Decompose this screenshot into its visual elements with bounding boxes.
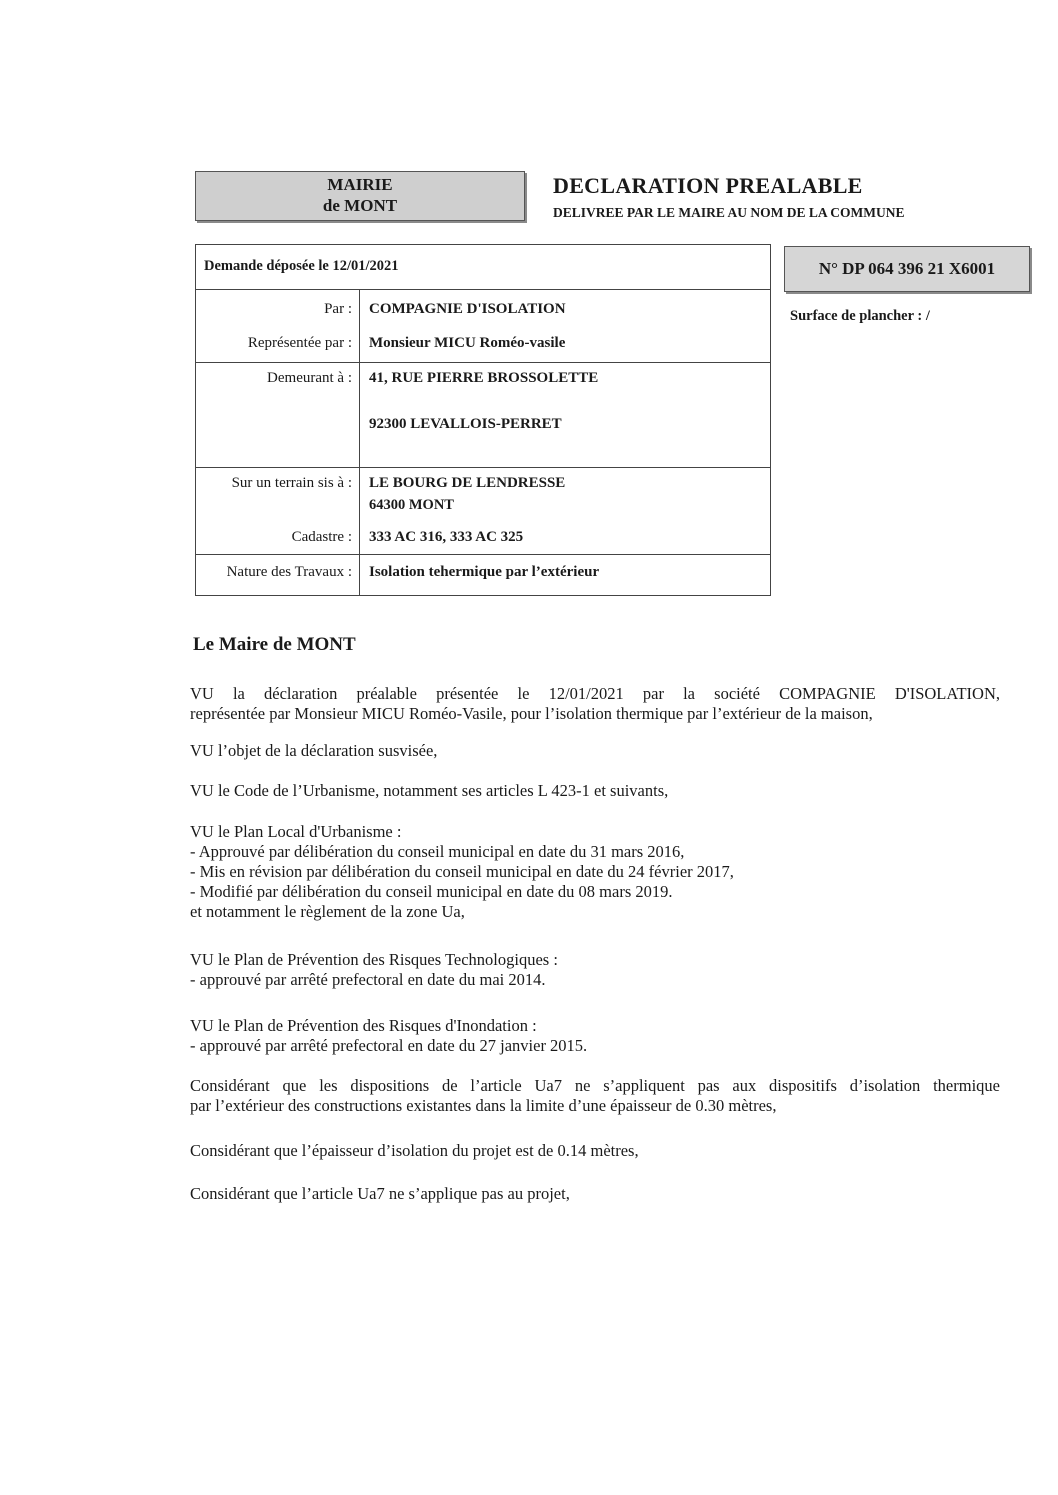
mairie-box	[195, 171, 525, 221]
demeurant-address: 41, RUE PIERRE BROSSOLETTE	[369, 370, 599, 386]
mairie-line2: de MONT	[322, 196, 398, 215]
document-subtitle: DELIVREE PAR LE MAIRE AU NOM DE LA COMMUNE	[553, 205, 905, 220]
paragraph-line: représentée par Monsieur MICU Roméo-Vasile, pour l’isolation thermique par l’extérieur de la maison,	[190, 704, 873, 723]
terrain-city: 64300 MONT	[369, 497, 454, 513]
paragraph-line: VU le Plan de Prévention des Risques d'Inondation :	[190, 1016, 537, 1035]
mairie-line1: MAIRIE	[327, 175, 393, 194]
par-value: COMPAGNIE D'ISOLATION	[369, 301, 566, 317]
request-table	[195, 244, 771, 596]
par-label: Par :	[324, 301, 352, 317]
surface-plancher: Surface de plancher : /	[790, 308, 930, 324]
cadastre-value: 333 AC 316, 333 AC 325	[369, 529, 524, 545]
table-header-row	[196, 245, 770, 290]
nature-value: Isolation tehermique par l’extérieur	[369, 564, 600, 580]
paragraph-line: VU le Plan Local d'Urbanisme :	[190, 822, 402, 841]
row-divider	[196, 554, 770, 555]
paragraph-line: - approuvé par arrêté prefectoral en date du 27 janvier 2015.	[190, 1036, 588, 1055]
cadastre-label: Cadastre :	[291, 529, 352, 545]
paragraph-line: - approuvé par arrêté prefectoral en date du mai 2014.	[190, 970, 546, 989]
paragraph-line: - Mis en révision par délibération du conseil municipal en date du 24 février 2017,	[190, 862, 734, 881]
row-divider	[196, 467, 770, 468]
paragraph-ppri	[190, 1016, 1000, 1056]
column-divider	[359, 290, 360, 595]
paragraph-objet: VU l’objet de la déclaration susvisée,	[190, 741, 438, 760]
paragraph-plu	[190, 822, 1000, 922]
terrain-place: LE BOURG DE LENDRESSE	[369, 475, 566, 491]
paragraph-line: Considérant que les dispositions de l’article Ua7 ne s’appliquent pas aux dispositifs d’isolation thermique	[190, 1076, 1000, 1095]
paragraph-line: par l’extérieur des constructions existantes dans la limite d’une épaisseur de 0.30 mètres,	[190, 1096, 777, 1115]
paragraph-line: VU le Plan de Prévention des Risques Technologiques :	[190, 950, 558, 969]
paragraph-considerant-projet: Considérant que l’article Ua7 ne s’applique pas au projet,	[190, 1184, 570, 1203]
paragraph-line: VU la déclaration préalable présentée le 12/01/2021 par la société COMPAGNIE D'ISOLATION,	[190, 684, 1000, 703]
representee-label: Représentée par :	[247, 335, 352, 351]
paragraph-considerant-ua7	[190, 1076, 1000, 1116]
dp-number-box: N° DP 064 396 21 X6001	[784, 246, 1030, 292]
paragraph-line: - Approuvé par délibération du conseil municipal en date du 31 mars 2016,	[190, 842, 685, 861]
paragraph-pprt	[190, 950, 1000, 990]
representee-value: Monsieur MICU Roméo-vasile	[369, 335, 566, 351]
row-divider	[196, 362, 770, 363]
paragraph-line: et notamment le règlement de la zone Ua,	[190, 902, 465, 921]
deposit-date: Demande déposée le 12/01/2021	[204, 258, 399, 274]
document-title: DECLARATION PREALABLE	[553, 173, 863, 198]
maire-heading: Le Maire de MONT	[193, 634, 356, 655]
paragraph-line: - Modifié par délibération du conseil municipal en date du 08 mars 2019.	[190, 882, 673, 901]
nature-label: Nature des Travaux :	[226, 564, 352, 580]
demeurant-label: Demeurant à :	[267, 370, 352, 386]
paragraph-declaration	[190, 684, 1000, 724]
terrain-label: Sur un terrain sis à :	[231, 475, 352, 491]
paragraph-considerant-epaisseur: Considérant que l’épaisseur d’isolation du projet est de 0.14 mètres,	[190, 1141, 639, 1160]
demeurant-city: 92300 LEVALLOIS-PERRET	[369, 416, 562, 432]
paragraph-code-urbanisme: VU le Code de l’Urbanisme, notamment ses articles L 423-1 et suivants,	[190, 781, 669, 800]
